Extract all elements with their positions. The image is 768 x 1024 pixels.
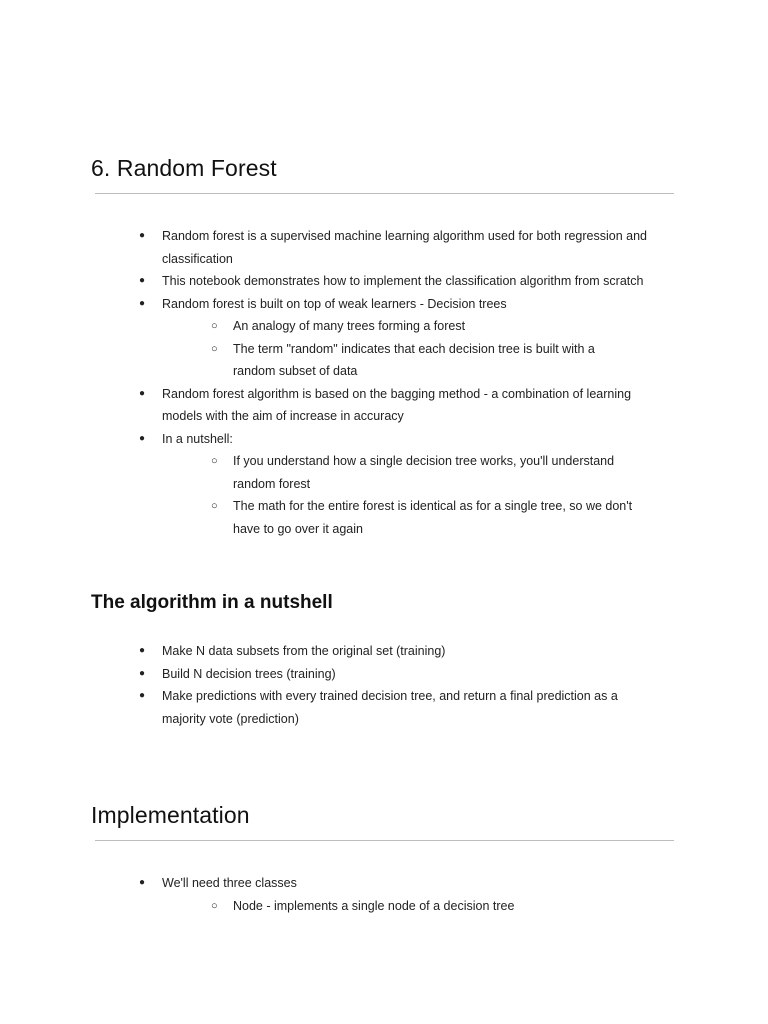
list-item-text: If you understand how a single decision tree works, you'll understand random forest	[233, 454, 615, 491]
list-item-text: In a nutshell:	[162, 431, 233, 446]
sub-bullet-icon: ○	[211, 455, 218, 467]
bullet-icon: ●	[139, 387, 146, 399]
list-item-text: Make predictions with every trained decision tree, and return a final prediction as a majority vote (prediction)	[162, 689, 618, 726]
algorithm-bullet-list	[0, 640, 768, 730]
bullet-icon: ●	[139, 275, 146, 286]
sub-list-item	[0, 338, 633, 383]
sub-bullet-icon: ○	[211, 342, 218, 355]
list-item-text: The math for the entire forest is identical as for a single tree, so we don't have to go over it again	[233, 499, 633, 536]
sub-bullet-icon: ○	[211, 899, 218, 912]
sub-list-item	[0, 450, 633, 495]
sub-bullet-icon: ○	[211, 500, 218, 512]
section-heading-random-forest: 6. Random Forest	[91, 155, 277, 181]
heading-divider	[95, 193, 674, 194]
bullet-icon: ●	[139, 667, 146, 679]
list-item-text: An analogy of many trees forming a forest	[233, 319, 466, 333]
list-item-text: Random forest algorithm is based on the bagging method - a combination of learning models with the aim of increase in accuracy	[162, 386, 632, 423]
list-item-text: Build N decision trees (training)	[162, 666, 336, 681]
heading-divider	[95, 840, 674, 841]
sub-list-item	[0, 315, 633, 338]
bullet-icon: ●	[139, 645, 146, 656]
list-item	[0, 225, 662, 270]
section-heading-algorithm-nutshell: The algorithm in a nutshell	[91, 592, 333, 613]
list-item	[0, 428, 662, 451]
sub-list-item	[0, 495, 633, 540]
list-item-text: Random forest is a supervised machine learning algorithm used for both regression and classification	[162, 229, 647, 266]
random-forest-bullet-list	[0, 225, 768, 540]
bullet-icon: ●	[139, 297, 146, 309]
list-item	[0, 872, 662, 895]
list-item	[0, 685, 662, 730]
bullet-icon: ●	[139, 690, 146, 701]
list-item-text: Node - implements a single node of a decision tree	[233, 898, 515, 913]
implementation-bullet-list	[0, 872, 768, 917]
list-item	[0, 640, 662, 663]
list-item-text: This notebook demonstrates how to implement the classification algorithm from scratch	[162, 274, 644, 288]
bullet-icon: ●	[139, 877, 146, 888]
list-item	[0, 663, 662, 686]
list-item	[0, 270, 662, 293]
list-item-text: The term "random" indicates that each decision tree is built with a random subset of data	[233, 341, 595, 378]
sub-list-item	[0, 895, 633, 918]
list-item-text: We'll need three classes	[162, 876, 297, 890]
sub-bullet-icon: ○	[211, 320, 218, 332]
list-item	[0, 383, 662, 428]
list-item	[0, 293, 662, 316]
bullet-icon: ●	[139, 230, 146, 241]
list-item-text: Random forest is built on top of weak learners - Decision trees	[162, 296, 507, 311]
bullet-icon: ●	[139, 432, 146, 444]
section-heading-implementation: Implementation	[91, 802, 250, 828]
list-item-text: Make N data subsets from the original set (training)	[162, 644, 446, 658]
